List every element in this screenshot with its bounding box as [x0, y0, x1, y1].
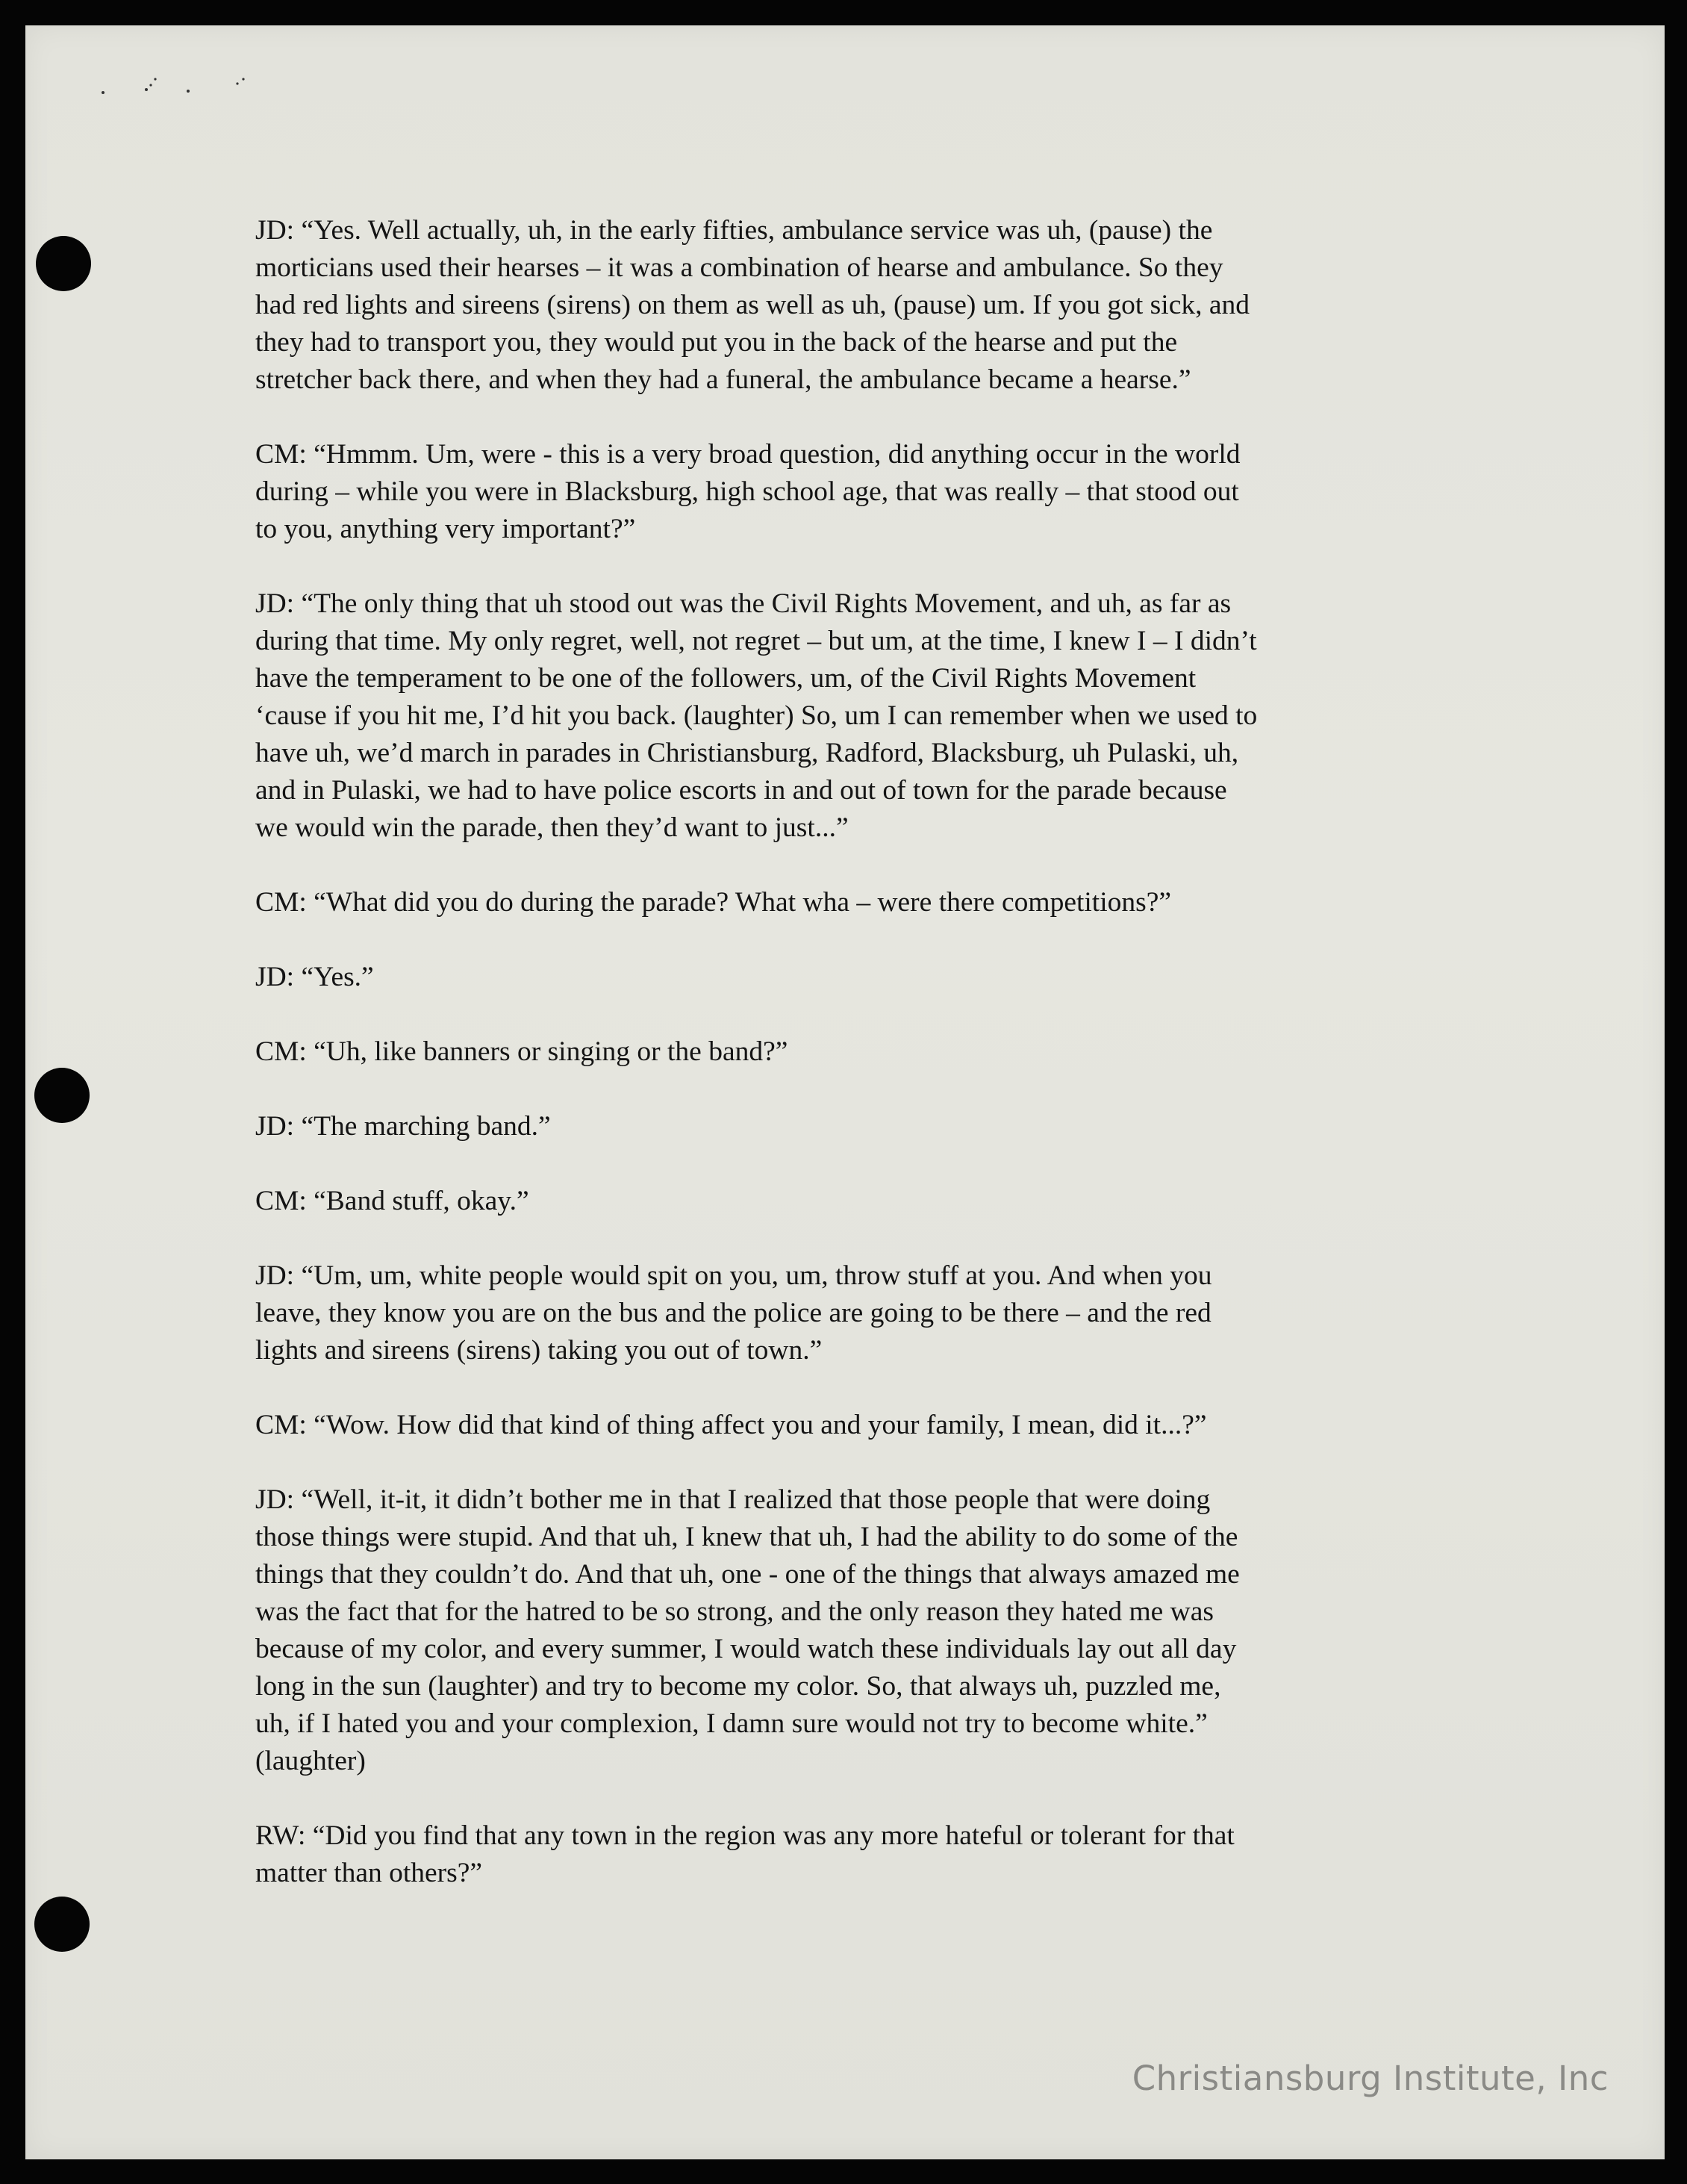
transcript-line: ‘cause if you hit me, I’d hit you back. (laughter) So, um I can remember when we used to — [255, 700, 1258, 731]
transcript-paragraph — [255, 1108, 1465, 1145]
transcript-line: CM: “Wow. How did that kind of thing affect you and your family, I mean, did it...?” — [255, 1410, 1207, 1440]
transcript-line: those things were stupid. And that uh, I knew that uh, I had the ability to do some of the — [255, 1522, 1238, 1552]
watermark: Christiansburg Institute, Inc — [1132, 2059, 1609, 2098]
binder-hole-bottom — [34, 1897, 90, 1952]
transcript-paragraph — [255, 1033, 1465, 1071]
transcript-line: leave, they know you are on the bus and the police are going to be there – and the red — [255, 1298, 1212, 1328]
transcript-line: to you, anything very important?” — [255, 514, 636, 544]
transcript-line: have uh, we’d march in parades in Christiansburg, Radford, Blacksburg, uh Pulaski, uh, — [255, 738, 1239, 768]
transcript-line: (laughter) — [255, 1746, 366, 1776]
transcript-line: and in Pulaski, we had to have police escorts in and out of town for the parade because — [255, 775, 1227, 806]
transcript-line: lights and sireens (sirens) taking you out of town.” — [255, 1335, 823, 1366]
transcript-paragraph — [255, 1183, 1465, 1220]
transcript-paragraph — [255, 436, 1465, 548]
transcript-line: things that they couldn’t do. And that uh, one - one of the things that always amazed me — [255, 1559, 1240, 1590]
transcript-line: JD: “Well, it-it, it didn’t bother me in that I realized that those people that were doing — [255, 1484, 1211, 1515]
transcript-line: uh, if I hated you and your complexion, I damn sure would not try to become white.” — [255, 1708, 1208, 1739]
transcript-line: during that time. My only regret, well, not regret – but um, at the time, I knew I – I didn’t — [255, 626, 1257, 656]
transcript-line: we would win the parade, then they’d want to just...” — [255, 812, 849, 843]
transcript-paragraph — [255, 1257, 1465, 1369]
transcript-paragraph — [255, 1407, 1465, 1444]
transcript-line: JD: “Yes.” — [255, 962, 374, 992]
transcript-line: because of my color, and every summer, I would watch these individuals lay out all day — [255, 1634, 1237, 1664]
transcript-line: stretcher back there, and when they had a funeral, the ambulance became a hearse.” — [255, 364, 1191, 395]
transcript-line: was the fact that for the hatred to be so strong, and the only reason they hated me was — [255, 1596, 1214, 1627]
transcript-body — [255, 212, 1465, 1929]
paper-specks — [96, 69, 275, 99]
transcript-paragraph — [255, 959, 1465, 996]
transcript-line: have the temperament to be one of the followers, um, of the Civil Rights Movement — [255, 663, 1197, 694]
transcript-paragraph — [255, 585, 1465, 847]
transcript-line: CM: “Hmmm. Um, were - this is a very broad question, did anything occur in the world — [255, 439, 1241, 470]
transcript-paragraph — [255, 212, 1465, 399]
transcript-line: JD: “Yes. Well actually, uh, in the early fifties, ambulance service was uh, (pause) the — [255, 215, 1213, 246]
transcript-line: had red lights and sireens (sirens) on them as well as uh, (pause) um. If you got sick, and — [255, 290, 1250, 320]
transcript-line: JD: “Um, um, white people would spit on you, um, throw stuff at you. And when you — [255, 1260, 1212, 1291]
transcript-line: CM: “Band stuff, okay.” — [255, 1186, 529, 1216]
transcript-line: long in the sun (laughter) and try to become my color. So, that always uh, puzzled me, — [255, 1671, 1221, 1702]
transcript-line: matter than others?” — [255, 1858, 483, 1888]
transcript-line: JD: “The marching band.” — [255, 1111, 551, 1142]
transcript-paragraph — [255, 1481, 1465, 1780]
transcript-line: morticians used their hearses – it was a combination of hearse and ambulance. So they — [255, 252, 1223, 283]
transcript-paragraph — [255, 1817, 1465, 1892]
transcript-line: during – while you were in Blacksburg, high school age, that was really – that stood out — [255, 476, 1239, 507]
transcript-line: CM: “Uh, like banners or singing or the band?” — [255, 1036, 788, 1067]
transcript-line: JD: “The only thing that uh stood out was the Civil Rights Movement, and uh, as far as — [255, 588, 1232, 619]
transcript-line: RW: “Did you find that any town in the region was any more hateful or tolerant for that — [255, 1820, 1235, 1851]
transcript-line: they had to transport you, they would put you in the back of the hearse and put the — [255, 327, 1178, 358]
binder-hole-top — [36, 236, 91, 291]
transcript-paragraph — [255, 884, 1465, 921]
transcript-line: CM: “What did you do during the parade? What wha – were there competitions?” — [255, 887, 1172, 918]
binder-hole-middle — [34, 1068, 90, 1123]
